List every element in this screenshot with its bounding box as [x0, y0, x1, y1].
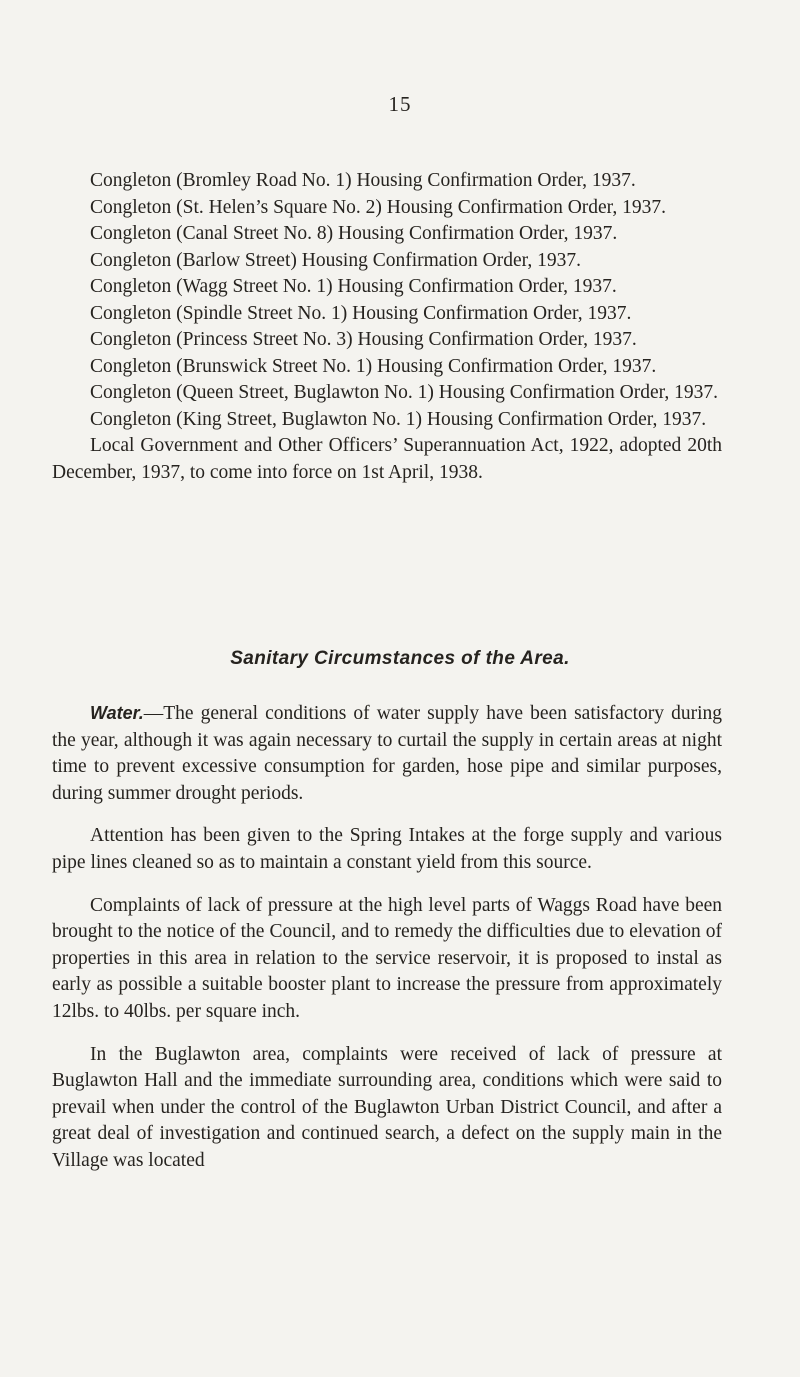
paragraph: Complaints of lack of pressure at the high level parts of Waggs Road have been brought to the notice of the Council, and to remedy the difficulties due to elevation of properties in this area in relation to the service reservoir, it is proposed to instal as early as possible a suitable booster plant to increase the pressure from approximately 12lbs. to 40lbs. per square inch.: [52, 894, 722, 1022]
order-item: Congleton (Spindle Street No. 1) Housing Confirmation Order, 1937.: [90, 302, 632, 324]
order-item: Congleton (Canal Street No. 8) Housing Confirmation Order, 1937.: [90, 223, 618, 244]
paragraph: Attention has been given to the Spring Intakes at the forge supply and various pipe lines cleaned so as to maintain a constant yield from this source.: [52, 825, 722, 873]
section-heading: Sanitary Circumstances of the Area.: [230, 648, 570, 669]
order-item: Congleton (Barlow Street) Housing Confirmation Order, 1937.: [90, 249, 581, 271]
water-section: [52, 700, 722, 1191]
order-item: Congleton (Queen Street, Buglawton No. 1) Housing Confirmation Order, 1937.: [90, 382, 718, 403]
order-item: Congleton (Wagg Street No. 1) Housing Confirmation Order, 1937.: [90, 276, 617, 297]
paragraph-text: —The general conditions of water supply have been satisfactory during the year, although it was again necessary to curtail the supply in certain areas at night time to prevent excessive consumption for garden, hose pipe and similar purposes, during summer drought periods.: [52, 703, 722, 804]
paragraph: In the Buglawton area, complaints were received of lack of pressure at Buglawton Hall and the immediate surrounding area, conditions which were said to prevail when under the control of the Buglawton Urban District Council, and after a great deal of investigation and continued search, a defect on the supply main in the Village was located: [52, 1043, 722, 1171]
order-item: Local Government and Other Officers’ Superannuation Act, 1922, adopted 20th December, 1937, to come into force on 1st April, 1938.: [52, 435, 722, 483]
order-item: Congleton (Brunswick Street No. 1) Housing Confirmation Order, 1937.: [90, 355, 657, 377]
orders-list: [52, 168, 722, 486]
order-item: Congleton (St. Helen’s Square No. 2) Housing Confirmation Order, 1937.: [90, 196, 667, 218]
page-number: 15: [388, 92, 412, 116]
order-item: Congleton (King Street, Buglawton No. 1) Housing Confirmation Order, 1937.: [90, 408, 707, 430]
water-paragraph: [52, 700, 722, 807]
water-heading: Water.: [90, 703, 144, 723]
order-item: Congleton (Princess Street No. 3) Housing Confirmation Order, 1937.: [90, 329, 637, 350]
order-item: Congleton (Bromley Road No. 1) Housing Confirmation Order, 1937.: [90, 170, 636, 191]
